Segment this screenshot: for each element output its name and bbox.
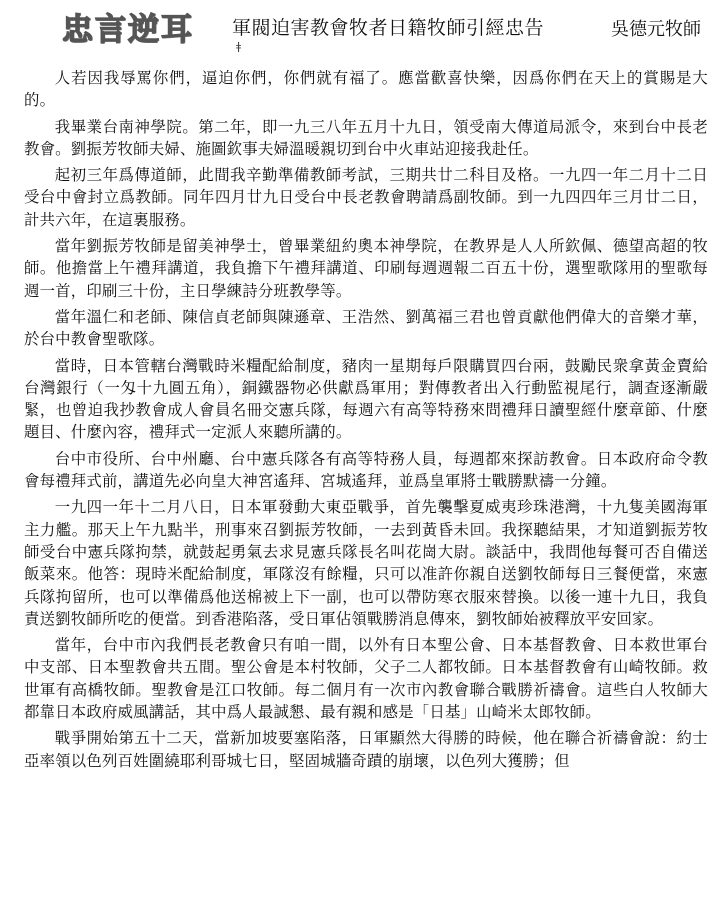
article-header <box>0 0 727 58</box>
article-body <box>24 67 708 776</box>
paragraph: 戰爭開始第五十二天，當新加坡要塞陷落，日軍顯然大得勝的時候，他在聯合祈禱會說：約士亞率領以色列百姓圍繞耶利哥城七日，堅固城牆奇蹟的崩壞，以色列大獲勝；但 <box>24 729 708 770</box>
paragraph: 當年劉振芳牧師是留美神學士，曾畢業紐約奧本神學院，在教界是人人所欽佩、德望高超的牧師。他擔當上午禮拜講道，我負擔下午禮拜講道、印刷每週週報二百五十份，選聖歌隊用的聖歌每週一首，印刷三十份，主日學練詩分班教學等。 <box>24 237 708 300</box>
stray-mark: ǂ <box>236 40 242 53</box>
column-logo: 忠言逆耳 <box>62 12 194 48</box>
paragraph: 一九四一年十二月八日，日本軍發動大東亞戰爭，首先襲擊夏威夷珍珠港灣，十九隻美國海軍主力艦。那天上午九點半，刑事來召劉振芳牧師，一去到黃昏未回。我探聽結果，才知道劉振芳牧師受台中憲兵隊拘禁，就鼓起勇氣去求見憲兵隊長名叫花崗大尉。談話中，我問他每餐可否自備送飯菜來。他答：現時米配給制度，軍隊沒有餘糧，只可以准許你親自送劉牧師每日三餐便當，來憲兵隊拘留所，也可以準備爲他送棉被上下一副，也可以帶防寒衣服來替換。以後一連十九日，我負責送劉牧師所吃的便當。到香港陷落，受日軍佔領戰勝消息傳來，劉牧師始被釋放平安回家。 <box>24 498 708 628</box>
paragraph: 當年，台中市內我們長老教會只有咱一間，以外有日本聖公會、日本基督教會、日本救世軍台中支部、日本聖教會共五間。聖公會是本村牧師，父子二人都牧師。日本基督教會有山崎牧師。救世軍有高橋牧師。聖教會是江口牧師。每二個月有一次市內教會聯合戰勝祈禱會。這些白人牧師大都靠日本政府威風講話，其中爲人最誠懇、最有親和感是「日基」山崎米太郎牧師。 <box>24 636 708 722</box>
paragraph: 台中市役所、台中州廳、台中憲兵隊各有高等特務人員，每週都來探訪教會。日本政府命令教會每禮拜式前，講道先必向皇大神宮遙拜、宮城遙拜，並爲皇軍將士戰勝默禱一分鐘。 <box>24 449 708 491</box>
paragraph: 當時，日本管轄台灣戰時米糧配給制度，豬肉一星期每戶限購買四台兩，鼓勵民衆拿黃金賣給台灣銀行（一匁十九圓五角），銅鐵器物必供獻爲軍用；對傳教者出入行動監視尾行，調查逐漸嚴緊，也曾迫我抄教會成人會員名冊交憲兵隊，每週六有高等特務來問禮拜日讀聖經什麼章節、什麼題目、什麼內容，禮拜式一定派人來聽所講的。 <box>24 356 708 442</box>
paragraph: 當年溫仁和老師、陳信貞老師與陳遜章、王浩然、劉萬福三君也曾貢獻他們偉大的音樂才華，於台中教會聖歌隊。 <box>24 307 708 349</box>
author-name: 吳德元牧師 <box>611 19 701 40</box>
paragraph: 人若因我辱罵你們，逼迫你們，你們就有福了。應當歡喜快樂，因爲你們在天上的賞賜是大的。 <box>24 69 708 110</box>
article-title: 軍閥迫害教會牧者日籍牧師引經忠告 <box>232 17 545 39</box>
paragraph: 起初三年爲傳道師，此間我辛勤準備教師考試，三期共廿二科目及格。一九四一年二月十二日受台中會封立爲教師。同年四月廿九日受台中長老教會聘請爲副牧師。到一九四四年三月廿二日，計共六年，在這裏服務。 <box>24 166 708 229</box>
paragraph: 我畢業台南神學院。第二年，即一九三八年五月十九日，領受南大傳道局派令，來到台中長老教會。劉振芳牧師夫婦、施圖欽事夫婦溫暖親切到台中火車站迎接我赴任。 <box>24 117 708 158</box>
